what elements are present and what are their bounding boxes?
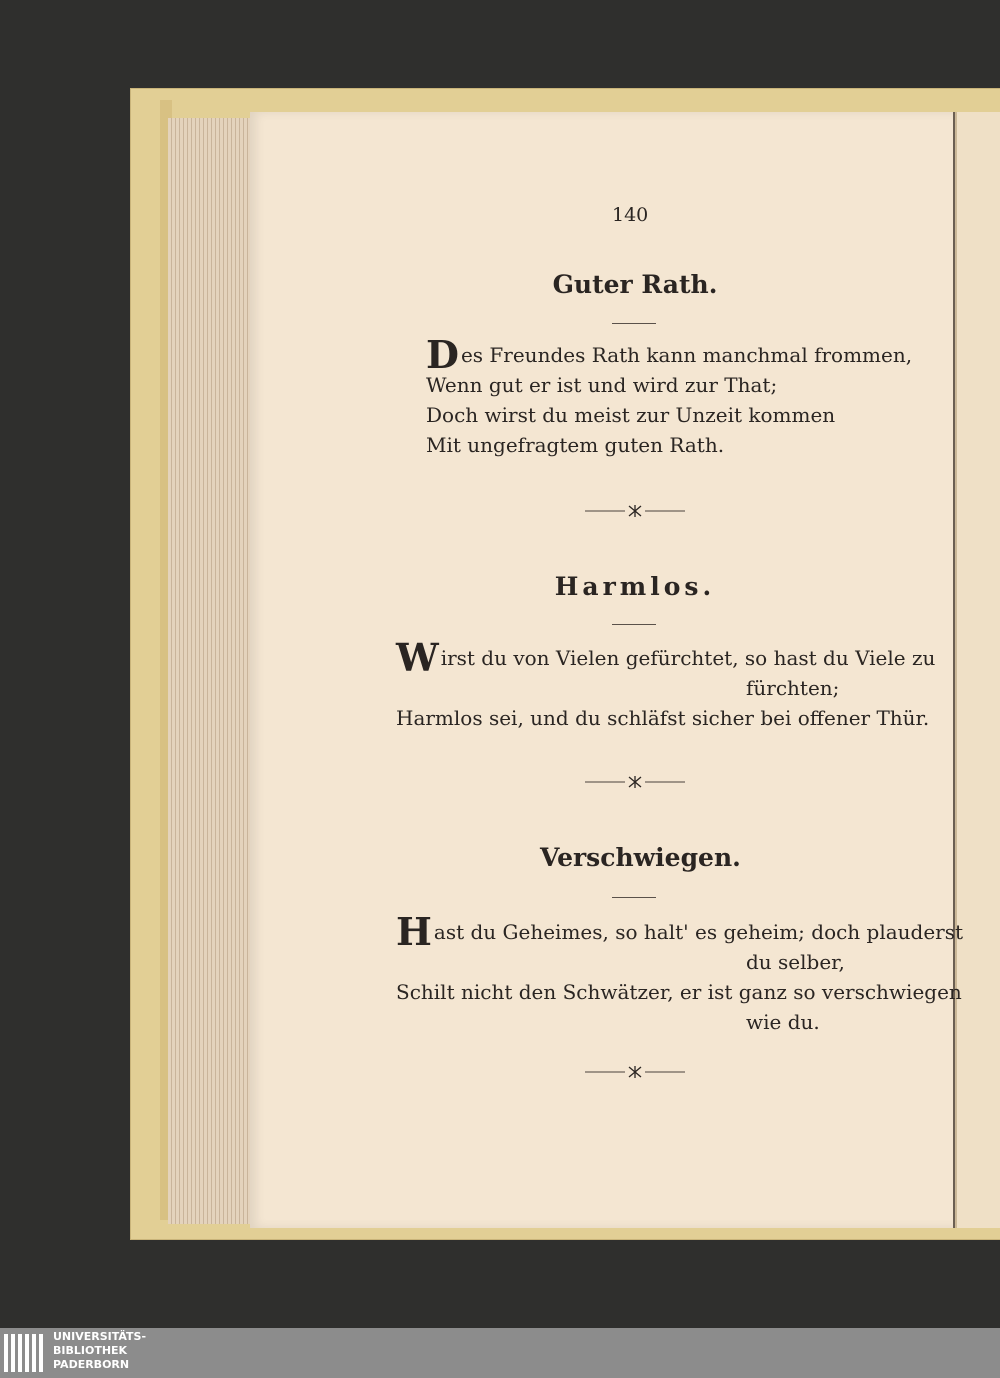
page-edges (168, 118, 256, 1224)
drop-initial: D (426, 332, 459, 377)
library-logo-icon (4, 1334, 44, 1372)
poem-verse (396, 909, 964, 1037)
library-name-line: PADERBORN (53, 1358, 130, 1371)
verse-line (396, 909, 964, 954)
verse-line-text: es Freundes Rath kann manchmal frommen, (460, 343, 913, 367)
title-rule (612, 897, 656, 898)
poem-title: Verschwiegen. (540, 843, 741, 872)
library-name (53, 1330, 146, 1372)
poem-verse (426, 332, 913, 460)
drop-initial: H (396, 909, 432, 954)
title-rule (612, 323, 656, 324)
verse-line: fürchten; (746, 676, 840, 700)
ornament-divider (585, 504, 685, 518)
verse-line (396, 635, 936, 680)
verse-line: Mit ungefragtem guten Rath. (426, 433, 725, 457)
library-name-line: UNIVERSITÄTS- (53, 1330, 147, 1343)
facing-page-edge (955, 112, 1000, 1228)
poem-verse (396, 635, 936, 733)
drop-initial: W (396, 635, 439, 680)
poem-title: Harmlos. (554, 572, 716, 601)
library-footer (0, 1328, 1000, 1378)
verse-line: Wenn gut er ist und wird zur That; (426, 373, 778, 397)
verse-line: Doch wirst du meist zur Unzeit kommen (426, 403, 836, 427)
verse-line: Schilt nicht den Schwätzer, er ist ganz so verschwiegen (396, 980, 962, 1004)
verse-line (426, 332, 913, 377)
verse-line: du selber, (746, 950, 845, 974)
ornament-divider (585, 775, 685, 789)
verse-line: Harmlos sei, und du schläfst sicher bei offener Thür. (396, 706, 930, 730)
verse-line-text: ast du Geheimes, so halt' es geheim; doch plauderst (433, 920, 964, 944)
ornament-divider (585, 1065, 685, 1079)
library-name-line: BIBLIOTHEK (53, 1344, 128, 1357)
poem-title: Guter Rath. (552, 270, 718, 299)
verse-line-text: irst du von Vielen gefürchtet, so hast du Viele zu (440, 646, 936, 670)
verse-line: wie du. (746, 1010, 820, 1034)
page-number: 140 (612, 204, 649, 226)
title-rule (612, 624, 656, 625)
